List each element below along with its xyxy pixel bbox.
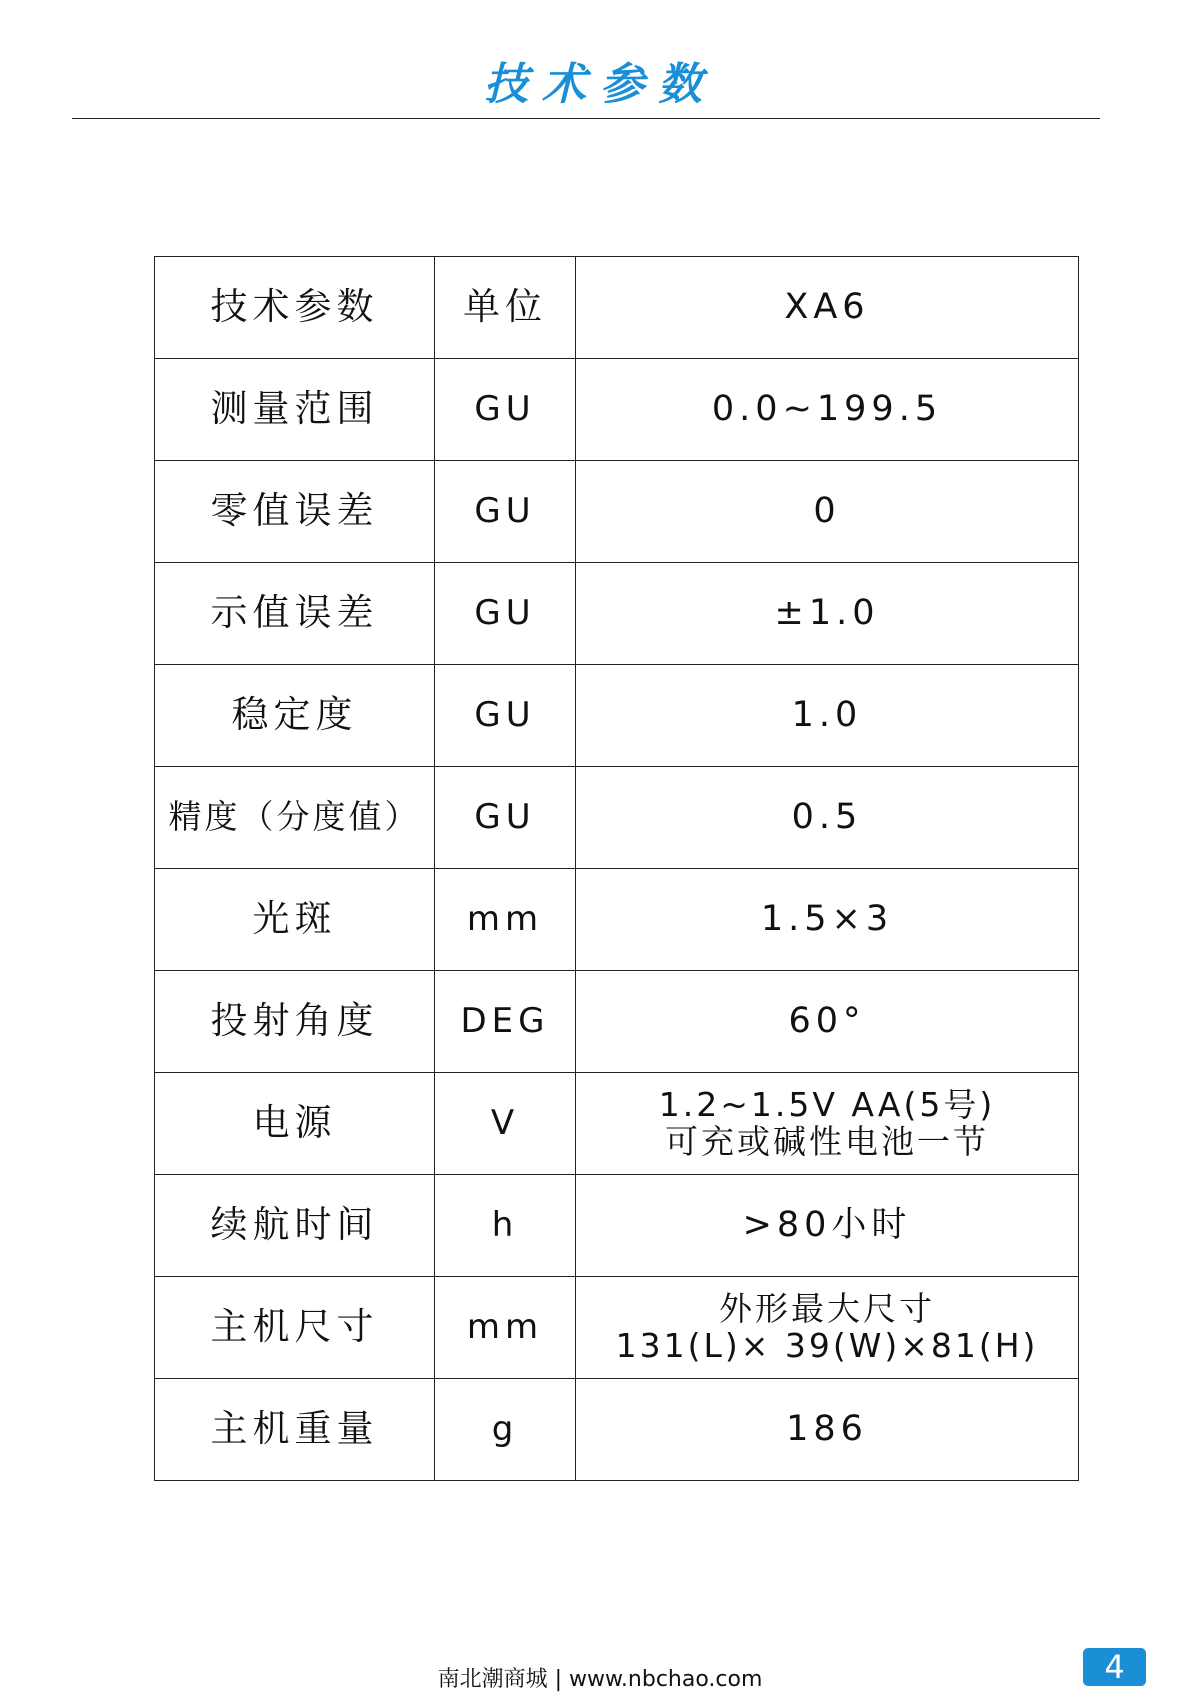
unit-cell: GU [435, 665, 576, 767]
value-cell [576, 1073, 1079, 1175]
value-line: 外形最大尺寸 [719, 1289, 935, 1329]
value-line: 可充或碱性电池一节 [665, 1121, 989, 1161]
unit-cell: mm [435, 1277, 576, 1379]
value-cell: 0.0~199.5 [576, 359, 1079, 461]
param-cell: 主机重量 [155, 1379, 435, 1481]
header-model: XA6 [576, 257, 1079, 359]
unit-cell: h [435, 1175, 576, 1277]
header-param: 技术参数 [155, 257, 435, 359]
footer-site-link[interactable]: 南北潮商城 | www.nbchao.com [437, 1667, 763, 1692]
title-divider [72, 118, 1100, 119]
table-row [155, 1175, 1079, 1277]
value-cell: 186 [576, 1379, 1079, 1481]
value-cell: ±1.0 [576, 563, 1079, 665]
table-row [155, 1073, 1079, 1175]
unit-cell: GU [435, 359, 576, 461]
page-number-badge: 4 [1083, 1648, 1146, 1686]
param-cell: 续航时间 [155, 1175, 435, 1277]
table-row [155, 665, 1079, 767]
param-cell: 电源 [155, 1073, 435, 1175]
value-cell: 1.0 [576, 665, 1079, 767]
param-cell: 投射角度 [155, 971, 435, 1073]
param-cell: 稳定度 [155, 665, 435, 767]
header-unit: 单位 [435, 257, 576, 359]
param-cell: 光斑 [155, 869, 435, 971]
unit-cell: GU [435, 461, 576, 563]
table-row [155, 767, 1079, 869]
value-cell: 0.5 [576, 767, 1079, 869]
table-row [155, 563, 1079, 665]
table-row [155, 1277, 1079, 1379]
spec-table [154, 256, 1079, 1481]
table-row [155, 869, 1079, 971]
value-cell: 0 [576, 461, 1079, 563]
table-row [155, 461, 1079, 563]
table-row [155, 1379, 1079, 1481]
value-line: 1.2~1.5V AA(5号) [658, 1085, 996, 1125]
value-cell: >80小时 [576, 1175, 1079, 1277]
value-cell: 60° [576, 971, 1079, 1073]
unit-cell: V [435, 1073, 576, 1175]
param-cell: 零值误差 [155, 461, 435, 563]
unit-cell: GU [435, 563, 576, 665]
value-cell: 1.5×3 [576, 869, 1079, 971]
param-cell: 示值误差 [155, 563, 435, 665]
param-cell: 测量范围 [155, 359, 435, 461]
unit-cell: mm [435, 869, 576, 971]
unit-cell: g [435, 1379, 576, 1481]
param-cell: 精度（分度值） [155, 767, 435, 869]
unit-cell: GU [435, 767, 576, 869]
table-header-row [155, 257, 1079, 359]
table-row [155, 971, 1079, 1073]
value-line: 131(L)× 39(W)×81(H) [615, 1325, 1039, 1365]
param-cell: 主机尺寸 [155, 1277, 435, 1379]
table-row [155, 359, 1079, 461]
unit-cell: DEG [435, 971, 576, 1073]
page-title: 技术参数 [484, 59, 716, 110]
value-cell [576, 1277, 1079, 1379]
